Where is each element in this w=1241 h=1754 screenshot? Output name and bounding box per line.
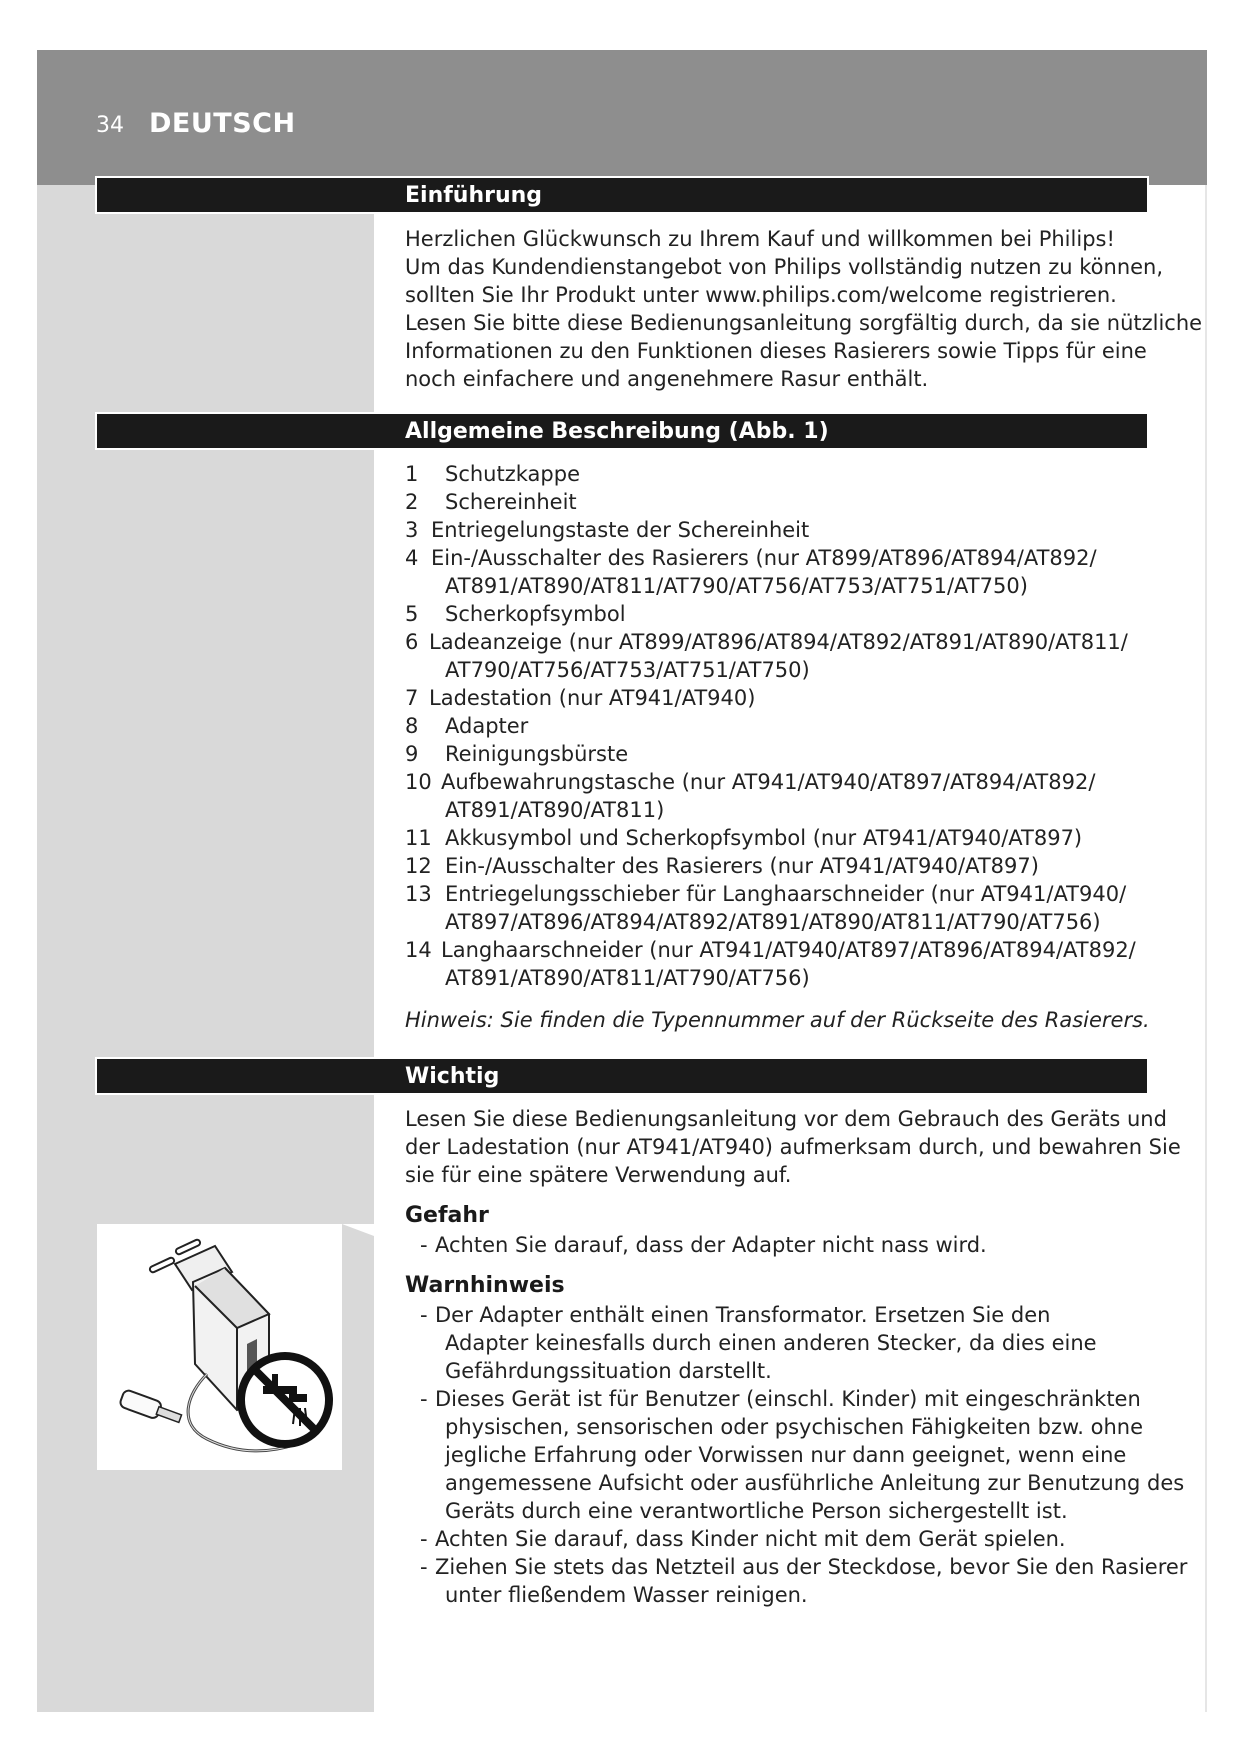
text-line: Informationen zu den Funktionen dieses Rasierers sowie Tipps für eine bbox=[405, 339, 1147, 363]
section-title: Allgemeine Beschreibung (Abb. 1) bbox=[405, 419, 829, 444]
section-bar-intro bbox=[97, 178, 1147, 212]
text-line: Herzlichen Glückwunsch zu Ihrem Kauf und willkommen bei Philips! bbox=[405, 227, 1115, 251]
list-item: 7 Ladestation (nur AT941/AT940) bbox=[405, 686, 756, 710]
list-item: 12 Ein-/Ausschalter des Rasierers (nur AT941/AT940/AT897) bbox=[405, 854, 1039, 878]
page-language: DEUTSCH bbox=[149, 108, 296, 139]
list-item: 14 Langhaarschneider (nur AT941/AT940/AT897/AT896/AT894/AT892/ AT891/AT890/AT811/AT790/AT756) bbox=[405, 938, 1136, 990]
list-item: 5 Scherkopfsymbol bbox=[405, 602, 626, 626]
list-item: - Achten Sie darauf, dass Kinder nicht mit dem Gerät spielen. bbox=[420, 1527, 1066, 1551]
list-item: 13 Entriegelungsschieber für Langhaarschneider (nur AT941/AT940/ AT897/AT896/AT894/AT892/AT891/AT890/AT811/AT790/AT756) bbox=[405, 882, 1127, 934]
text-line: sie für eine spätere Verwendung auf. bbox=[405, 1163, 792, 1187]
important-text bbox=[405, 1105, 1181, 1189]
intro-text bbox=[405, 225, 1202, 393]
warning-list bbox=[420, 1301, 1187, 1609]
warning-heading: Warnhinweis bbox=[405, 1273, 565, 1298]
section-title: Einführung bbox=[405, 183, 543, 208]
list-item: 11 Akkusymbol und Scherkopfsymbol (nur AT941/AT940/AT897) bbox=[405, 826, 1083, 850]
figure-pointer bbox=[342, 1224, 374, 1258]
section-bar-description bbox=[97, 414, 1147, 448]
right-edge bbox=[1205, 185, 1207, 1712]
text-line: Lesen Sie bitte diese Bedienungsanleitung sorgfältig durch, da sie nützliche bbox=[405, 311, 1203, 335]
text-line: Um das Kundendienstangebot von Philips vollständig nutzen zu können, bbox=[405, 255, 1164, 279]
list-item: 8 Adapter bbox=[405, 714, 529, 738]
list-item: 2 Schereinheit bbox=[405, 490, 577, 514]
list-item: 6 Ladeanzeige (nur AT899/AT896/AT894/AT892/AT891/AT890/AT811/ AT790/AT756/AT753/AT751/AT750) bbox=[405, 630, 1128, 682]
list-item: 4 Ein-/Ausschalter des Rasierers (nur AT899/AT896/AT894/AT892/ AT891/AT890/AT811/AT790/AT756/AT753/AT751/AT750) bbox=[405, 546, 1097, 598]
list-item: - Ziehen Sie stets das Netzteil aus der Steckdose, bevor Sie den Rasierer unter fließendem Wasser reinigen. bbox=[420, 1555, 1188, 1607]
text-line: Lesen Sie diese Bedienungsanleitung vor dem Gebrauch des Geräts und bbox=[405, 1107, 1167, 1131]
section-bar-important bbox=[97, 1059, 1147, 1093]
list-item: 9 Reinigungsbürste bbox=[405, 742, 629, 766]
page-number: 34 bbox=[96, 113, 124, 138]
text-line: noch einfachere und angenehmere Rasur enthält. bbox=[405, 367, 929, 391]
danger-heading: Gefahr bbox=[405, 1203, 489, 1228]
model-number-note: Hinweis: Sie finden die Typennummer auf der Rückseite des Rasierers. bbox=[405, 1008, 1150, 1032]
text-line: sollten Sie Ihr Produkt unter www.philips.com/welcome registrieren. bbox=[405, 283, 1117, 307]
adapter-no-water-icon bbox=[97, 1224, 342, 1470]
list-item: 3 Entriegelungstaste der Schereinheit bbox=[405, 518, 810, 542]
list-item: - Der Adapter enthält einen Transformator. Ersetzen Sie den Adapter keinesfalls durch einen anderen Stecker, da dies eine Gefährdungssituation darstellt. bbox=[420, 1303, 1097, 1383]
figure-adapter bbox=[97, 1224, 342, 1470]
section-title: Wichtig bbox=[405, 1064, 500, 1089]
text-line: der Ladestation (nur AT941/AT940) aufmerksam durch, und bewahren Sie bbox=[405, 1135, 1181, 1159]
list-item: 1 Schutzkappe bbox=[405, 462, 580, 486]
parts-list bbox=[405, 460, 1136, 992]
list-item: 10 Aufbewahrungstasche (nur AT941/AT940/AT897/AT894/AT892/ AT891/AT890/AT811) bbox=[405, 770, 1096, 822]
list-item: - Achten Sie darauf, dass der Adapter nicht nass wird. bbox=[420, 1233, 987, 1257]
danger-list bbox=[420, 1231, 987, 1259]
list-item: - Dieses Gerät ist für Benutzer (einschl. Kinder) mit eingeschränkten physischen, sensorischen oder psychischen Fähigkeiten bzw. ohne jegliche Erfahrung oder Vorwissen nur dann geeignet, wenn eine angemessene Aufsicht oder ausführliche Anleitung zur Benutzung des Geräts durch eine verantwortliche Person sichergestellt ist. bbox=[420, 1387, 1185, 1523]
